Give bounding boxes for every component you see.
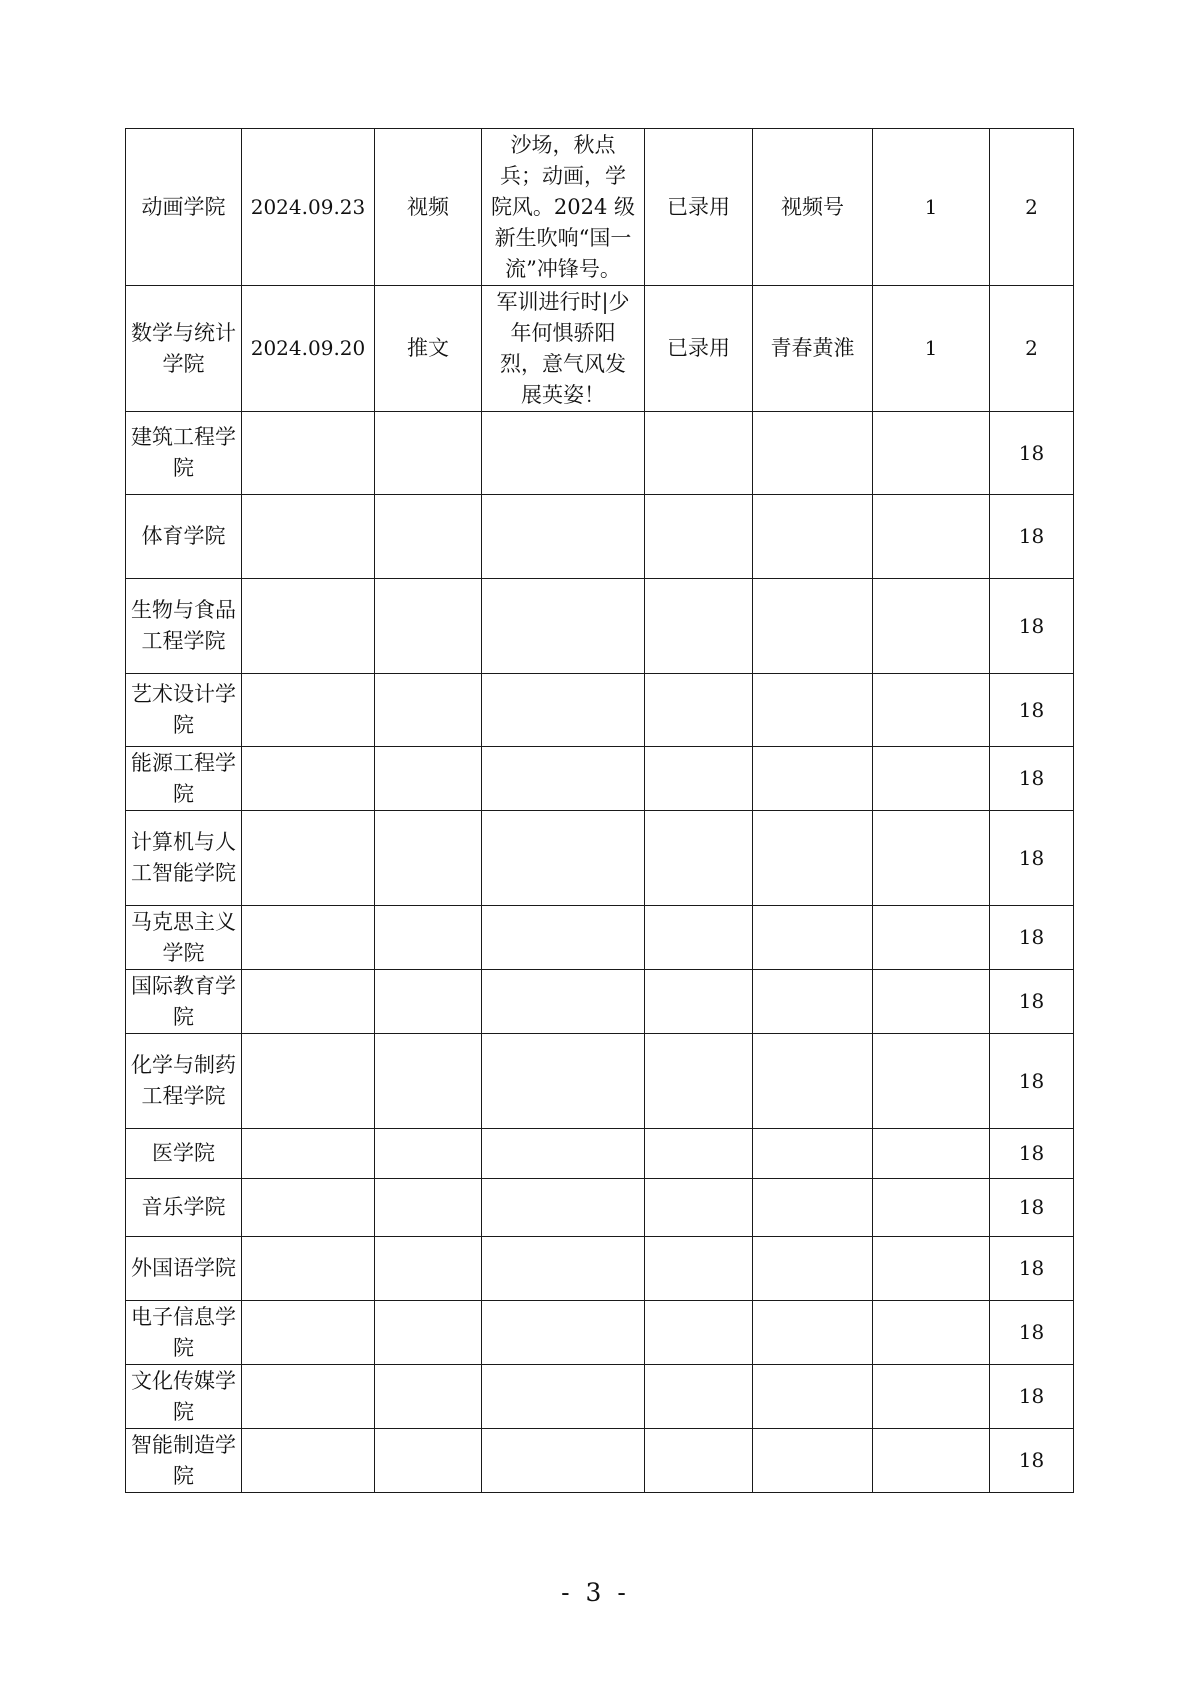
count-cell bbox=[873, 674, 990, 747]
type-cell bbox=[375, 1237, 482, 1301]
status-cell bbox=[645, 811, 753, 906]
status-cell bbox=[645, 1237, 753, 1301]
title-cell bbox=[482, 906, 645, 970]
score-cell: 18 bbox=[990, 579, 1074, 674]
type-cell bbox=[375, 811, 482, 906]
title-cell: 沙场，秋点兵；动画，学院风。2024 级新生吹响“国一流”冲锋号。 bbox=[482, 129, 645, 286]
platform-cell bbox=[753, 1034, 873, 1129]
title-cell bbox=[482, 1129, 645, 1179]
date-cell: 2024.09.23 bbox=[242, 129, 375, 286]
college-cell: 生物与食品工程学院 bbox=[126, 579, 242, 674]
type-cell bbox=[375, 1429, 482, 1493]
college-cell: 智能制造学院 bbox=[126, 1429, 242, 1493]
college-cell: 艺术设计学院 bbox=[126, 674, 242, 747]
table-row bbox=[126, 1129, 1074, 1179]
date-cell bbox=[242, 970, 375, 1034]
table-row bbox=[126, 1237, 1074, 1301]
count-cell bbox=[873, 1179, 990, 1237]
title-cell bbox=[482, 579, 645, 674]
college-cell: 动画学院 bbox=[126, 129, 242, 286]
date-cell bbox=[242, 579, 375, 674]
title-cell bbox=[482, 1237, 645, 1301]
table-row bbox=[126, 906, 1074, 970]
type-cell: 视频 bbox=[375, 129, 482, 286]
count-cell bbox=[873, 906, 990, 970]
type-cell bbox=[375, 1034, 482, 1129]
platform-cell bbox=[753, 579, 873, 674]
platform-cell bbox=[753, 412, 873, 495]
score-cell: 18 bbox=[990, 412, 1074, 495]
platform-cell bbox=[753, 811, 873, 906]
college-cell: 数学与统计学院 bbox=[126, 286, 242, 412]
date-cell: 2024.09.20 bbox=[242, 286, 375, 412]
status-cell bbox=[645, 495, 753, 579]
title-cell bbox=[482, 811, 645, 906]
table-row bbox=[126, 674, 1074, 747]
type-cell bbox=[375, 412, 482, 495]
platform-cell bbox=[753, 495, 873, 579]
type-cell bbox=[375, 1301, 482, 1365]
college-cell: 能源工程学院 bbox=[126, 747, 242, 811]
title-cell bbox=[482, 495, 645, 579]
table-row bbox=[126, 1179, 1074, 1237]
count-cell bbox=[873, 1237, 990, 1301]
title-cell bbox=[482, 1365, 645, 1429]
score-cell: 18 bbox=[990, 1129, 1074, 1179]
date-cell bbox=[242, 495, 375, 579]
status-cell bbox=[645, 747, 753, 811]
college-cell: 电子信息学院 bbox=[126, 1301, 242, 1365]
date-cell bbox=[242, 811, 375, 906]
type-cell bbox=[375, 1179, 482, 1237]
date-cell bbox=[242, 674, 375, 747]
date-cell bbox=[242, 1301, 375, 1365]
count-cell bbox=[873, 1034, 990, 1129]
score-cell: 18 bbox=[990, 1365, 1074, 1429]
date-cell bbox=[242, 412, 375, 495]
title-cell bbox=[482, 1034, 645, 1129]
status-cell bbox=[645, 1365, 753, 1429]
count-cell bbox=[873, 970, 990, 1034]
count-cell bbox=[873, 1365, 990, 1429]
college-cell: 计算机与人工智能学院 bbox=[126, 811, 242, 906]
data-table bbox=[125, 128, 1074, 1493]
title-cell bbox=[482, 747, 645, 811]
status-cell bbox=[645, 412, 753, 495]
count-cell bbox=[873, 412, 990, 495]
college-cell: 外国语学院 bbox=[126, 1237, 242, 1301]
title-cell bbox=[482, 674, 645, 747]
status-cell bbox=[645, 906, 753, 970]
score-cell: 18 bbox=[990, 1301, 1074, 1365]
platform-cell bbox=[753, 1365, 873, 1429]
score-cell: 18 bbox=[990, 1034, 1074, 1129]
score-cell: 2 bbox=[990, 129, 1074, 286]
status-cell bbox=[645, 970, 753, 1034]
count-cell bbox=[873, 579, 990, 674]
college-cell: 化学与制药工程学院 bbox=[126, 1034, 242, 1129]
date-cell bbox=[242, 1365, 375, 1429]
date-cell bbox=[242, 1237, 375, 1301]
score-cell: 18 bbox=[990, 674, 1074, 747]
date-cell bbox=[242, 1129, 375, 1179]
date-cell bbox=[242, 1179, 375, 1237]
table-row bbox=[126, 579, 1074, 674]
title-cell bbox=[482, 970, 645, 1034]
college-cell: 音乐学院 bbox=[126, 1179, 242, 1237]
score-cell: 18 bbox=[990, 1237, 1074, 1301]
platform-cell bbox=[753, 1179, 873, 1237]
type-cell: 推文 bbox=[375, 286, 482, 412]
type-cell bbox=[375, 579, 482, 674]
title-cell bbox=[482, 1179, 645, 1237]
platform-cell bbox=[753, 747, 873, 811]
table-body bbox=[126, 129, 1074, 1493]
college-cell: 建筑工程学院 bbox=[126, 412, 242, 495]
type-cell bbox=[375, 1365, 482, 1429]
count-cell bbox=[873, 1129, 990, 1179]
type-cell bbox=[375, 970, 482, 1034]
count-cell bbox=[873, 747, 990, 811]
count-cell bbox=[873, 811, 990, 906]
table-row bbox=[126, 1301, 1074, 1365]
date-cell bbox=[242, 1429, 375, 1493]
count-cell: 1 bbox=[873, 286, 990, 412]
score-cell: 18 bbox=[990, 747, 1074, 811]
status-cell bbox=[645, 1301, 753, 1365]
platform-cell bbox=[753, 906, 873, 970]
status-cell bbox=[645, 674, 753, 747]
type-cell bbox=[375, 1129, 482, 1179]
date-cell bbox=[242, 906, 375, 970]
status-cell bbox=[645, 1129, 753, 1179]
status-cell bbox=[645, 1429, 753, 1493]
college-cell: 体育学院 bbox=[126, 495, 242, 579]
table-row bbox=[126, 1429, 1074, 1493]
table-row bbox=[126, 286, 1074, 412]
type-cell bbox=[375, 747, 482, 811]
score-cell: 18 bbox=[990, 906, 1074, 970]
date-cell bbox=[242, 1034, 375, 1129]
page-number: - 3 - bbox=[561, 1578, 630, 1607]
title-cell bbox=[482, 412, 645, 495]
platform-cell bbox=[753, 1301, 873, 1365]
title-cell bbox=[482, 1429, 645, 1493]
count-cell: 1 bbox=[873, 129, 990, 286]
count-cell bbox=[873, 1301, 990, 1365]
platform-cell bbox=[753, 1129, 873, 1179]
college-cell: 医学院 bbox=[126, 1129, 242, 1179]
count-cell bbox=[873, 1429, 990, 1493]
count-cell bbox=[873, 495, 990, 579]
platform-cell bbox=[753, 1237, 873, 1301]
type-cell bbox=[375, 906, 482, 970]
table-row bbox=[126, 1365, 1074, 1429]
table-row bbox=[126, 811, 1074, 906]
platform-cell: 视频号 bbox=[753, 129, 873, 286]
table-row bbox=[126, 412, 1074, 495]
table-row bbox=[126, 495, 1074, 579]
score-cell: 18 bbox=[990, 1179, 1074, 1237]
title-cell: 军训进行时|少年何惧骄阳烈，意气风发展英姿！ bbox=[482, 286, 645, 412]
platform-cell bbox=[753, 1429, 873, 1493]
score-cell: 18 bbox=[990, 495, 1074, 579]
score-cell: 18 bbox=[990, 1429, 1074, 1493]
score-cell: 18 bbox=[990, 970, 1074, 1034]
status-cell: 已录用 bbox=[645, 286, 753, 412]
type-cell bbox=[375, 495, 482, 579]
status-cell bbox=[645, 1034, 753, 1129]
platform-cell: 青春黄淮 bbox=[753, 286, 873, 412]
table-row bbox=[126, 970, 1074, 1034]
table-row bbox=[126, 1034, 1074, 1129]
score-cell: 2 bbox=[990, 286, 1074, 412]
title-cell bbox=[482, 1301, 645, 1365]
table-row bbox=[126, 747, 1074, 811]
date-cell bbox=[242, 747, 375, 811]
status-cell: 已录用 bbox=[645, 129, 753, 286]
college-cell: 国际教育学院 bbox=[126, 970, 242, 1034]
platform-cell bbox=[753, 970, 873, 1034]
score-cell: 18 bbox=[990, 811, 1074, 906]
college-cell: 马克思主义学院 bbox=[126, 906, 242, 970]
college-cell: 文化传媒学院 bbox=[126, 1365, 242, 1429]
platform-cell bbox=[753, 674, 873, 747]
type-cell bbox=[375, 674, 482, 747]
table-row bbox=[126, 129, 1074, 286]
status-cell bbox=[645, 1179, 753, 1237]
status-cell bbox=[645, 579, 753, 674]
